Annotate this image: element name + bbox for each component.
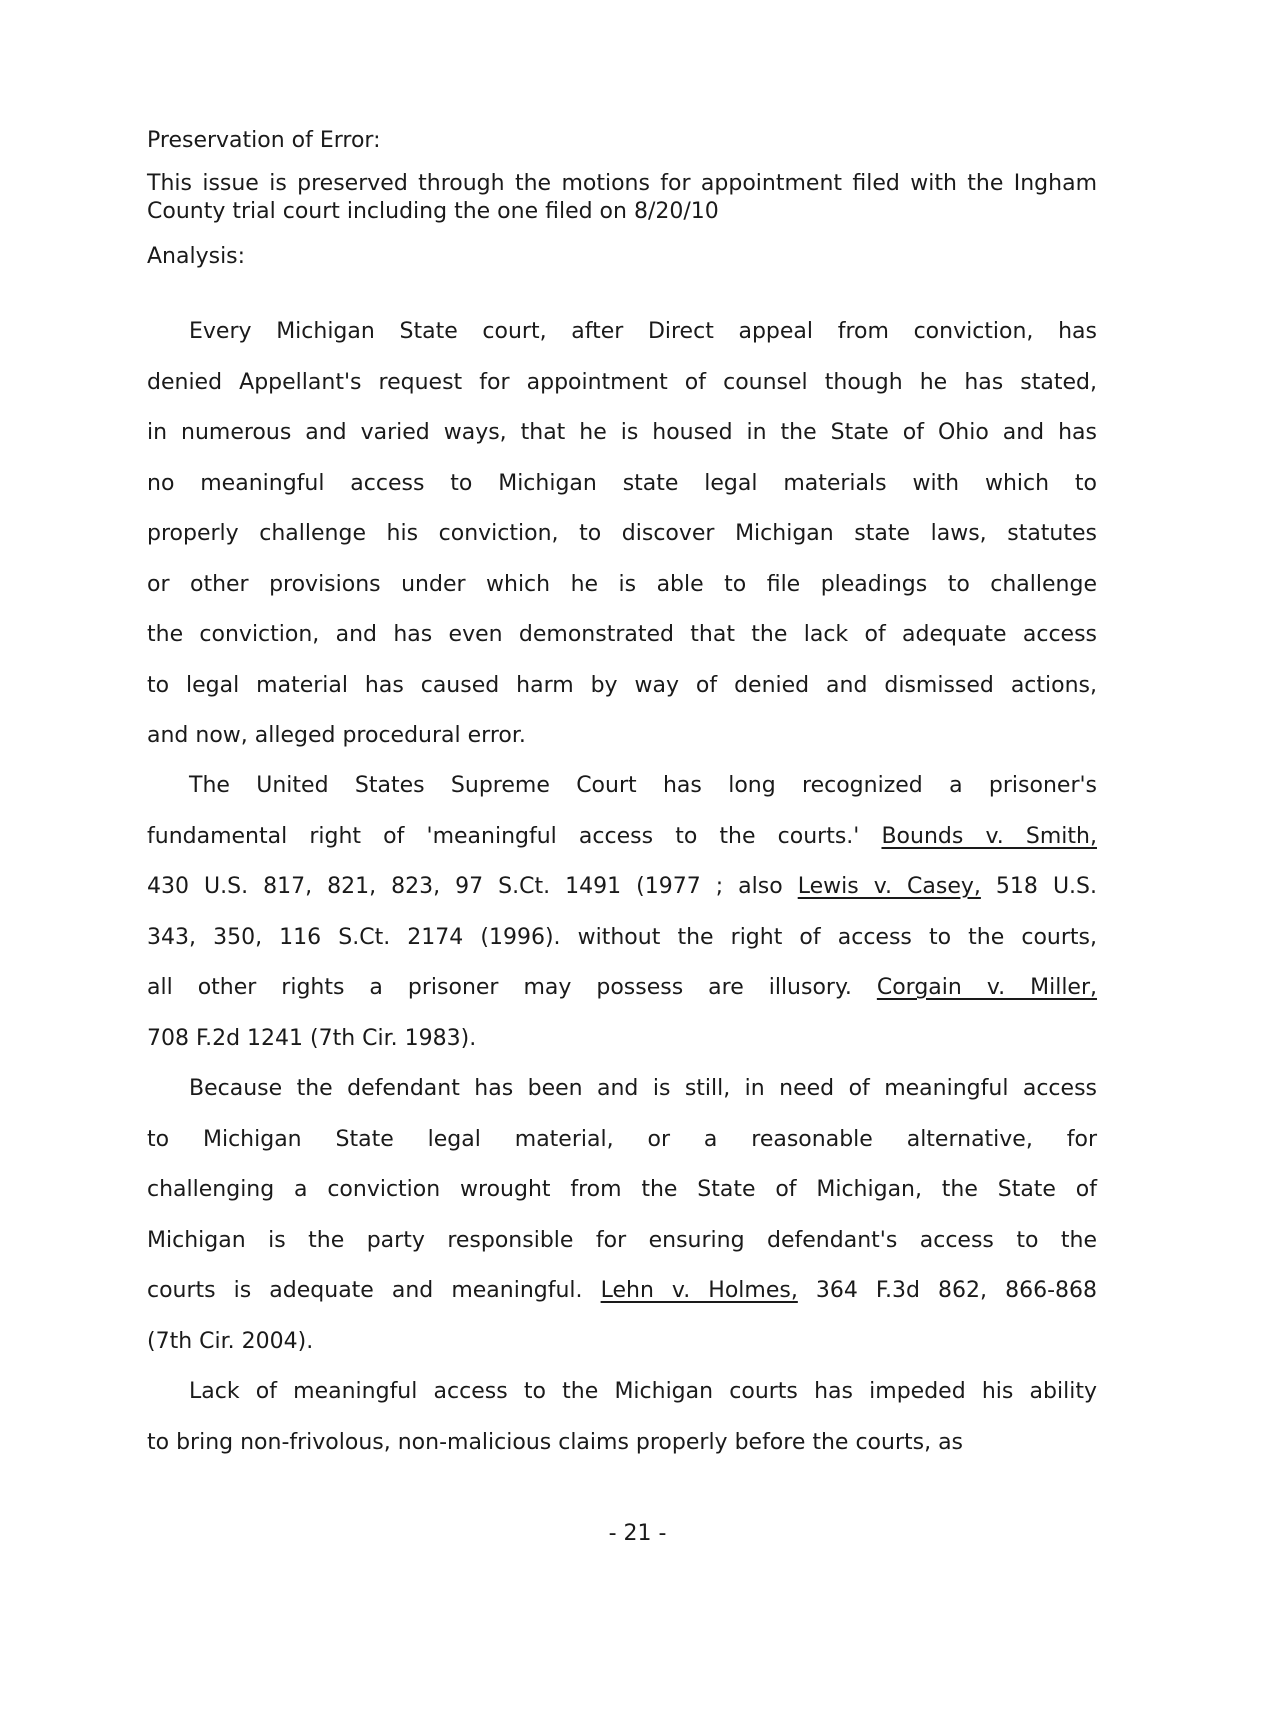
text-segment: fundamental right of 'meaningful access to the courts.' <box>147 823 860 849</box>
text-line: challenging a conviction wrought from the State of Michigan, the State of <box>147 1177 1097 1202</box>
text-line: The United States Supreme Court has long recognized a prisoner's <box>189 773 1097 798</box>
page-number: - 21 - <box>608 1521 667 1546</box>
text-line: to legal material has caused harm by way of denied and dismissed actions, <box>147 672 1097 698</box>
text-line <box>147 963 1097 1014</box>
text-segment: all other rights a prisoner may possess are illusory. <box>147 975 852 1000</box>
text-line: 343, 350, 116 S.Ct. 2174 (1996). without the right of access to the courts, <box>147 924 1097 950</box>
text-line: properly challenge his conviction, to discover Michigan state laws, statutes <box>147 521 1097 546</box>
text-line: (7th Cir. 2004). <box>147 1328 314 1354</box>
paragraph-supreme-court <box>147 761 1097 1064</box>
case-citation: Lehn v. Holmes, <box>600 1278 798 1303</box>
text-line: to bring non-frivolous, non-malicious claims properly before the courts, as <box>147 1429 964 1455</box>
preservation-heading: Preservation of Error: <box>147 128 381 153</box>
text-line: Because the defendant has been and is still, in need of meaningful access <box>189 1076 1097 1101</box>
text-segment: 364 F.3d 862, 866-868 <box>815 1278 1098 1303</box>
text-segment: 518 U.S. <box>995 874 1097 899</box>
text-line: in numerous and varied ways, that he is housed in the State of Ohio and has <box>147 420 1097 445</box>
case-citation: Bounds v. Smith, <box>881 823 1097 849</box>
text-segment: courts is adequate and meaningful. <box>147 1278 583 1303</box>
text-line <box>147 1266 1097 1317</box>
text-line: 708 F.2d 1241 (7th Cir. 1983). <box>147 1025 477 1051</box>
case-citation: Corgain v. Miller, <box>876 975 1098 1000</box>
preservation-text: This issue is preserved through the motions for appointment filed with the Ingham County trial court including the one filed on 8/20/10 <box>147 171 1097 224</box>
text-line <box>147 862 1097 913</box>
text-line: Every Michigan State court, after Direct appeal from conviction, has <box>189 319 1097 344</box>
analysis-heading: Analysis: <box>147 244 246 269</box>
text-segment: 430 U.S. 817, 821, 823, 97 S.Ct. 1491 (1977 ; also <box>147 874 783 899</box>
text-line: to Michigan State legal material, or a reasonable alternative, for <box>147 1126 1097 1152</box>
text-line: Michigan is the party responsible for ensuring defendant's access to the <box>147 1227 1097 1253</box>
text-line <box>147 812 1097 863</box>
case-citation: Lewis v. Casey, <box>797 874 981 899</box>
paragraph-access-denied <box>147 307 1097 762</box>
text-line: no meaningful access to Michigan state legal materials with which to <box>147 470 1097 496</box>
text-line: or other provisions under which he is able to file pleadings to challenge <box>147 571 1097 597</box>
paragraph-impeded <box>147 1367 1097 1468</box>
paragraph-responsibility <box>147 1064 1097 1367</box>
text-line: denied Appellant's request for appointment of counsel though he has stated, <box>147 369 1097 395</box>
text-line: Lack of meaningful access to the Michigan courts has impeded his ability <box>189 1379 1097 1404</box>
text-line: and now, alleged procedural error. <box>147 723 526 748</box>
text-line: the conviction, and has even demonstrated that the lack of adequate access <box>147 622 1097 647</box>
